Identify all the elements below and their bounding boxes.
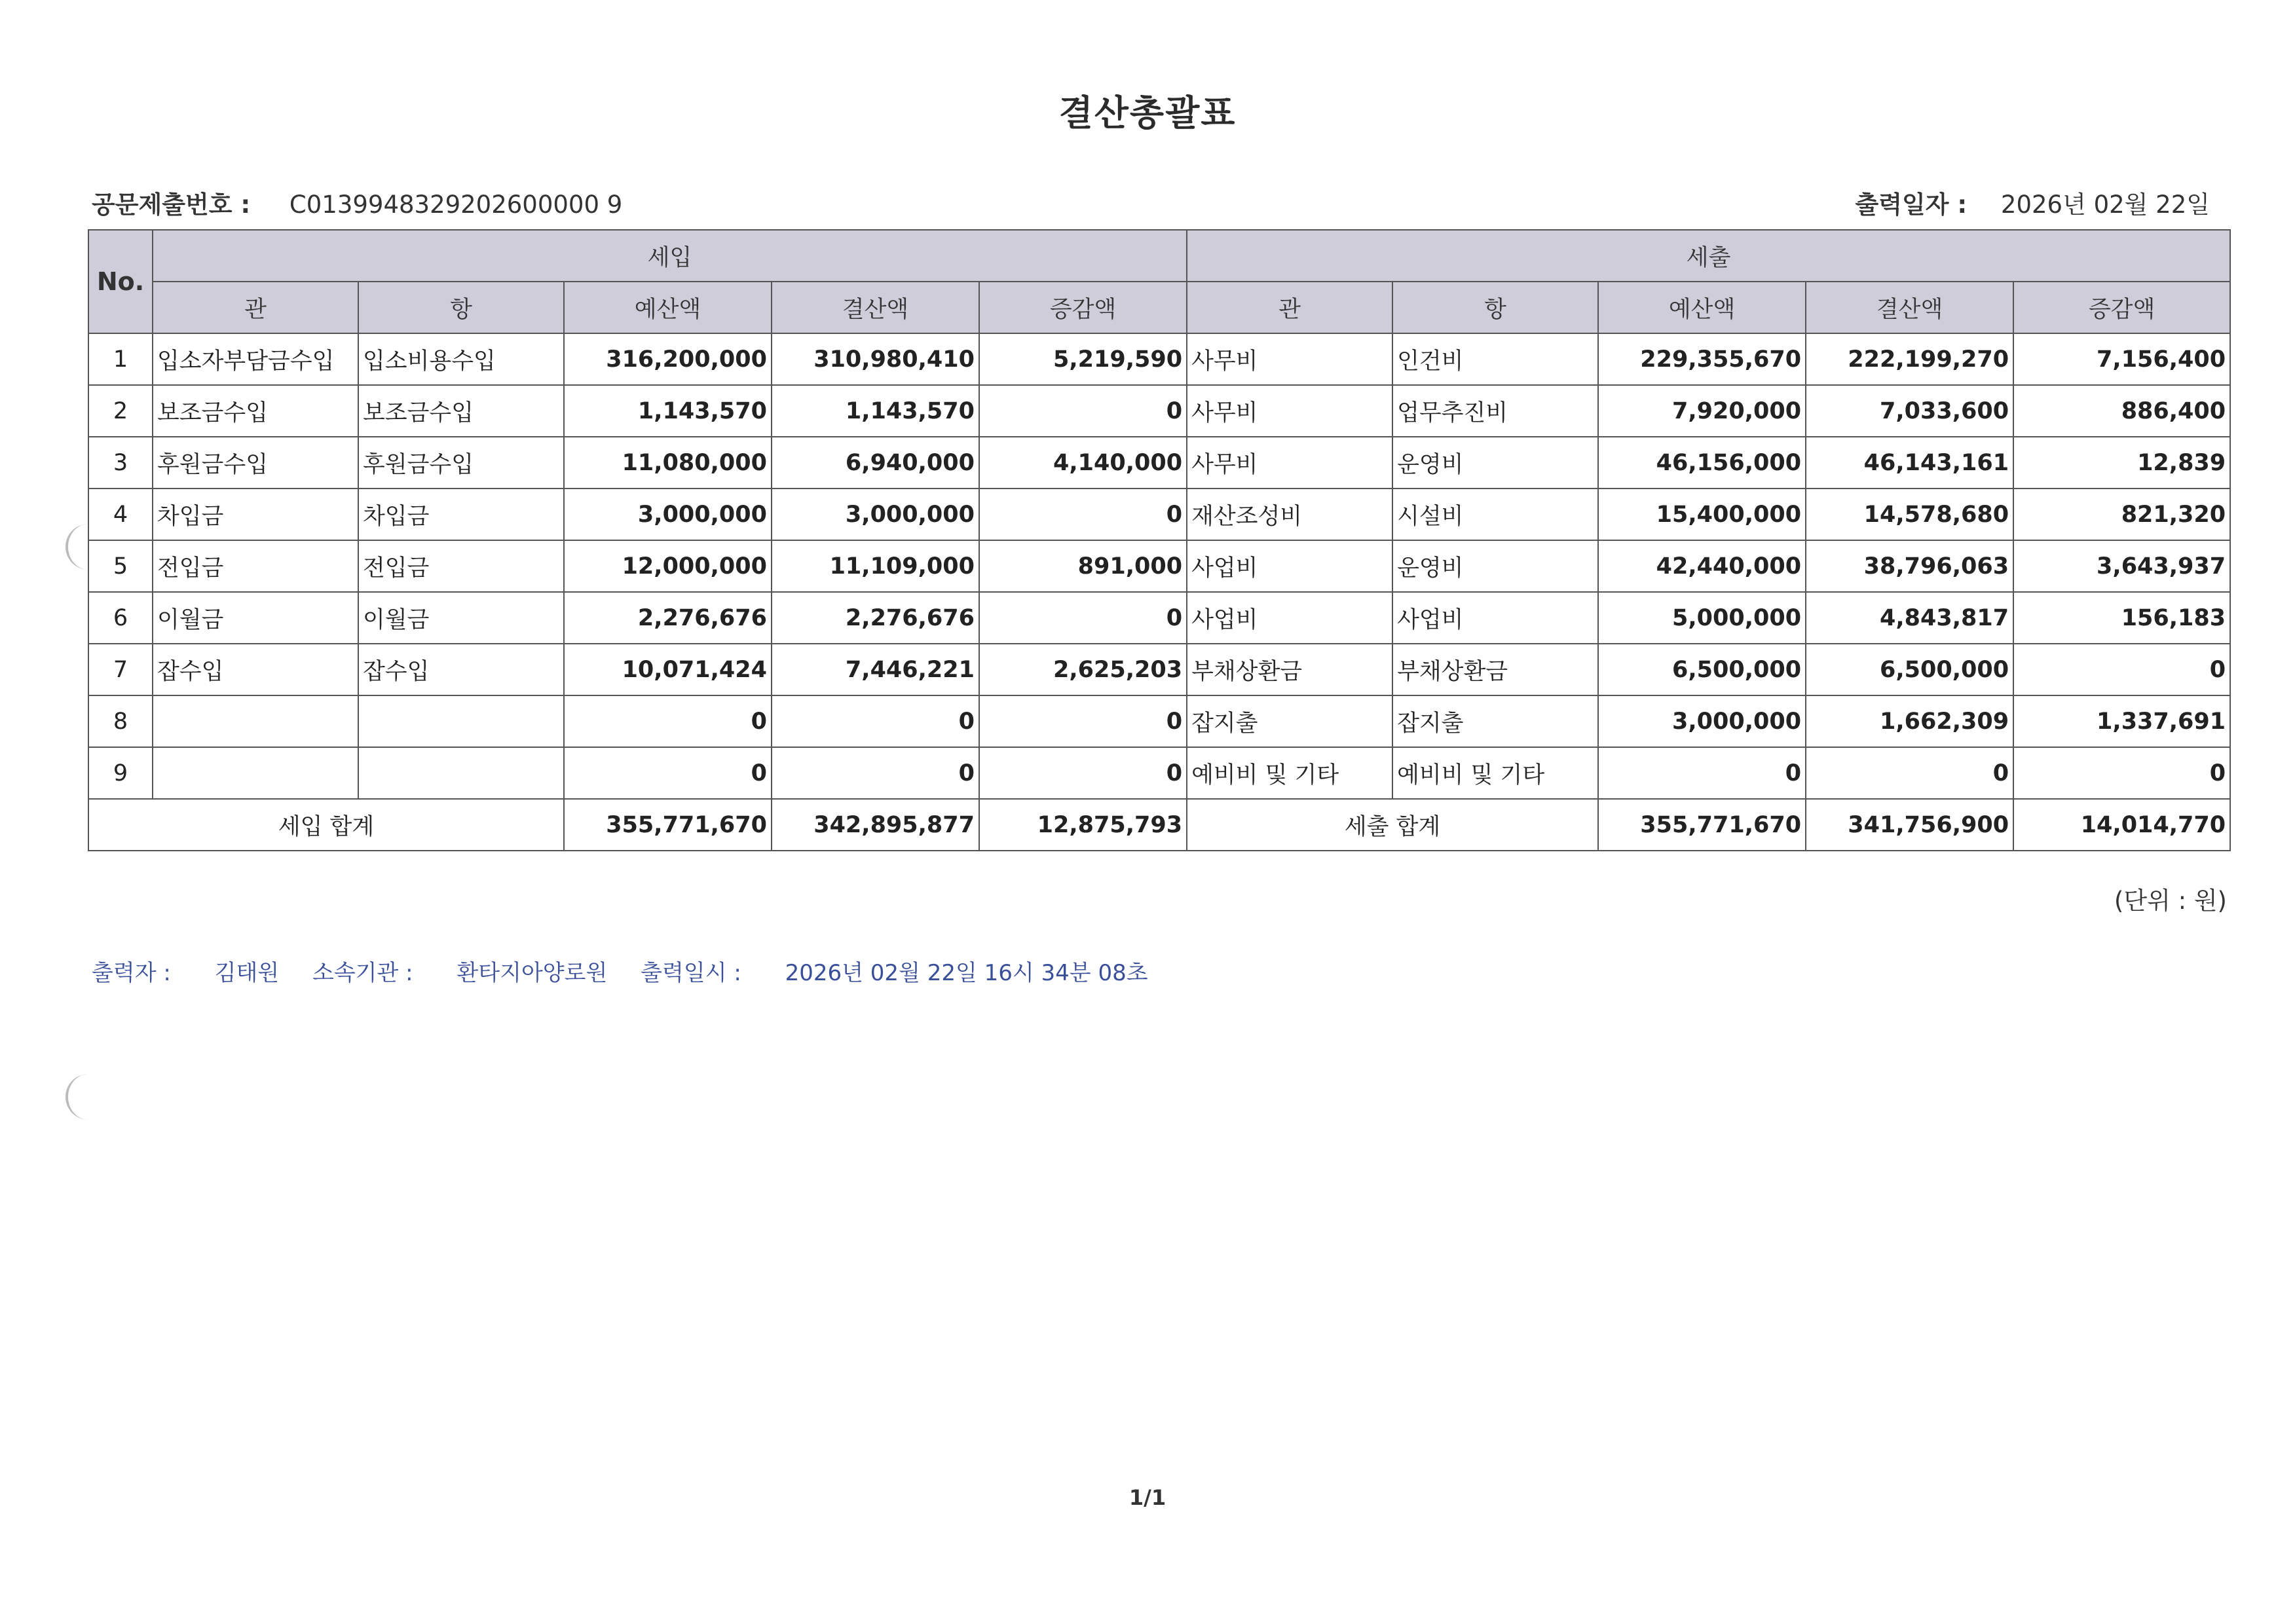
expense-budget-cell: 7,920,000 [1598,385,1806,437]
expense-total-budget: 355,771,670 [1598,799,1806,851]
table-row [88,540,2230,592]
income-hang-cell: 전입금 [358,540,564,592]
expense-hang-cell: 예비비 및 기타 [1392,747,1598,799]
row-number: 5 [88,540,153,592]
print-datetime-label: 출력일시 : [641,960,741,986]
expense-difference-cell: 821,320 [2013,489,2230,540]
expense-budget-cell: 229,355,670 [1598,333,1806,385]
income-settlement-cell: 310,980,410 [772,333,979,385]
expense-hang-cell: 운영비 [1392,540,1598,592]
output-date [1856,185,2211,220]
expense-settlement-cell: 0 [1806,747,2013,799]
income-gwan-cell: 잡수입 [153,644,358,695]
expense-gwan-cell: 부채상환금 [1187,644,1392,695]
row-number: 3 [88,437,153,489]
organization-label: 소속기관 : [312,960,413,986]
income-total-label: 세입 합계 [88,799,564,851]
income-gwan-cell [153,695,358,747]
income-gwan-cell: 차입금 [153,489,358,540]
expense-gwan-cell: 예비비 및 기타 [1187,747,1392,799]
output-date-label: 출력일자 : [1855,191,1968,219]
print-info-footer [92,955,1174,987]
table-row [88,385,2230,437]
punch-hole-mark [65,524,107,570]
page-title: 결산총괄표 [1058,92,1237,134]
table-row [88,489,2230,540]
expense-settlement-cell: 1,662,309 [1806,695,2013,747]
income-budget-cell: 11,080,000 [564,437,772,489]
income-gwan-cell: 보조금수입 [153,385,358,437]
expense-budget-cell: 15,400,000 [1598,489,1806,540]
income-hang-header: 항 [358,282,564,333]
expense-budget-header: 예산액 [1598,282,1806,333]
expense-hang-cell: 업무추진비 [1392,385,1598,437]
expense-difference-cell: 156,183 [2013,592,2230,644]
row-number: 9 [88,747,153,799]
row-number: 6 [88,592,153,644]
income-total-settlement: 342,895,877 [772,799,979,851]
printer-name: 김태원 [214,960,280,986]
expense-total-label: 세출 합계 [1187,799,1598,851]
expense-hang-cell: 부채상환금 [1392,644,1598,695]
income-settlement-cell: 11,109,000 [772,540,979,592]
expense-settlement-cell: 4,843,817 [1806,592,2013,644]
expense-gwan-cell: 사업비 [1187,592,1392,644]
expense-difference-cell: 3,643,937 [2013,540,2230,592]
income-settlement-cell: 3,000,000 [772,489,979,540]
income-total-budget: 355,771,670 [564,799,772,851]
expense-total-difference: 14,014,770 [2013,799,2230,851]
income-difference-cell: 0 [979,695,1187,747]
income-hang-cell [358,695,564,747]
income-budget-cell: 2,276,676 [564,592,772,644]
income-gwan-cell: 이월금 [153,592,358,644]
expense-gwan-cell: 사무비 [1187,385,1392,437]
income-difference-header: 증감액 [979,282,1187,333]
table-row [88,592,2230,644]
table-row [88,644,2230,695]
income-hang-cell: 차입금 [358,489,564,540]
expense-difference-cell: 1,337,691 [2013,695,2230,747]
income-settlement-cell: 7,446,221 [772,644,979,695]
printer-label: 출력자 : [92,960,171,986]
print-datetime: 2026년 02월 22일 16시 34분 08초 [785,960,1148,986]
expense-settlement-cell: 14,578,680 [1806,489,2013,540]
expense-gwan-cell: 사무비 [1187,333,1392,385]
income-difference-cell: 0 [979,385,1187,437]
row-number: 7 [88,644,153,695]
income-budget-cell: 12,000,000 [564,540,772,592]
expense-difference-header: 증감액 [2013,282,2230,333]
income-header: 세입 [153,230,1187,282]
organization-name: 환타지아양로원 [457,960,608,986]
income-difference-cell: 0 [979,489,1187,540]
expense-budget-cell: 6,500,000 [1598,644,1806,695]
income-gwan-cell: 전입금 [153,540,358,592]
table-row [88,747,2230,799]
income-budget-cell: 10,071,424 [564,644,772,695]
expense-settlement-cell: 7,033,600 [1806,385,2013,437]
output-date-value: 2026년 02월 22일 [2000,191,2210,219]
expense-gwan-cell: 사업비 [1187,540,1392,592]
expense-settlement-cell: 38,796,063 [1806,540,2013,592]
income-settlement-cell: 2,276,676 [772,592,979,644]
income-budget-cell: 0 [564,695,772,747]
income-settlement-cell: 0 [772,695,979,747]
expense-header: 세출 [1187,230,2230,282]
expense-hang-cell: 잡지출 [1392,695,1598,747]
expense-hang-cell: 시설비 [1392,489,1598,540]
expense-gwan-header: 관 [1187,282,1392,333]
row-number: 8 [88,695,153,747]
expense-difference-cell: 0 [2013,747,2230,799]
income-gwan-cell [153,747,358,799]
income-budget-header: 예산액 [564,282,772,333]
expense-budget-cell: 5,000,000 [1598,592,1806,644]
income-gwan-cell: 후원금수입 [153,437,358,489]
income-settlement-cell: 6,940,000 [772,437,979,489]
income-gwan-header: 관 [153,282,358,333]
income-difference-cell: 0 [979,592,1187,644]
expense-budget-cell: 0 [1598,747,1806,799]
expense-settlement-cell: 222,199,270 [1806,333,2013,385]
document-number [92,185,622,220]
settlement-summary-table [88,229,2231,851]
table-row [88,437,2230,489]
expense-settlement-cell: 46,143,161 [1806,437,2013,489]
expense-hang-cell: 운영비 [1392,437,1598,489]
expense-difference-cell: 7,156,400 [2013,333,2230,385]
document-number-value: C0139948329202600000 9 [289,191,623,219]
income-budget-cell: 0 [564,747,772,799]
page-number: 1/1 [1129,1485,1166,1510]
expense-budget-cell: 42,440,000 [1598,540,1806,592]
income-hang-cell: 입소비용수입 [358,333,564,385]
row-number: 2 [88,385,153,437]
row-number: 1 [88,333,153,385]
income-budget-cell: 316,200,000 [564,333,772,385]
income-budget-cell: 3,000,000 [564,489,772,540]
expense-budget-cell: 3,000,000 [1598,695,1806,747]
unit-note: (단위 : 원) [2114,887,2227,915]
expense-total-settlement: 341,756,900 [1806,799,2013,851]
row-number: 4 [88,489,153,540]
income-settlement-header: 결산액 [772,282,979,333]
expense-gwan-cell: 잡지출 [1187,695,1392,747]
table-row [88,333,2230,385]
no-header: No. [88,230,153,333]
expense-settlement-header: 결산액 [1806,282,2013,333]
expense-budget-cell: 46,156,000 [1598,437,1806,489]
income-difference-cell: 5,219,590 [979,333,1187,385]
income-gwan-cell: 입소자부담금수입 [153,333,358,385]
income-total-difference: 12,875,793 [979,799,1187,851]
table-row [88,695,2230,747]
document-number-label: 공문제출번호 : [92,191,251,219]
expense-hang-header: 항 [1392,282,1598,333]
income-hang-cell: 이월금 [358,592,564,644]
expense-difference-cell: 886,400 [2013,385,2230,437]
expense-hang-cell: 사업비 [1392,592,1598,644]
income-difference-cell: 891,000 [979,540,1187,592]
income-settlement-cell: 1,143,570 [772,385,979,437]
income-hang-cell [358,747,564,799]
income-hang-cell: 후원금수입 [358,437,564,489]
income-budget-cell: 1,143,570 [564,385,772,437]
table-header-row-1 [88,230,2230,282]
income-hang-cell: 잡수입 [358,644,564,695]
income-difference-cell: 4,140,000 [979,437,1187,489]
expense-difference-cell: 0 [2013,644,2230,695]
punch-hole-mark [65,1074,107,1120]
income-settlement-cell: 0 [772,747,979,799]
table-header-row-2 [88,282,2230,333]
expense-difference-cell: 12,839 [2013,437,2230,489]
expense-gwan-cell: 사무비 [1187,437,1392,489]
income-hang-cell: 보조금수입 [358,385,564,437]
income-difference-cell: 0 [979,747,1187,799]
expense-gwan-cell: 재산조성비 [1187,489,1392,540]
expense-settlement-cell: 6,500,000 [1806,644,2013,695]
income-difference-cell: 2,625,203 [979,644,1187,695]
total-row [88,799,2230,851]
expense-hang-cell: 인건비 [1392,333,1598,385]
